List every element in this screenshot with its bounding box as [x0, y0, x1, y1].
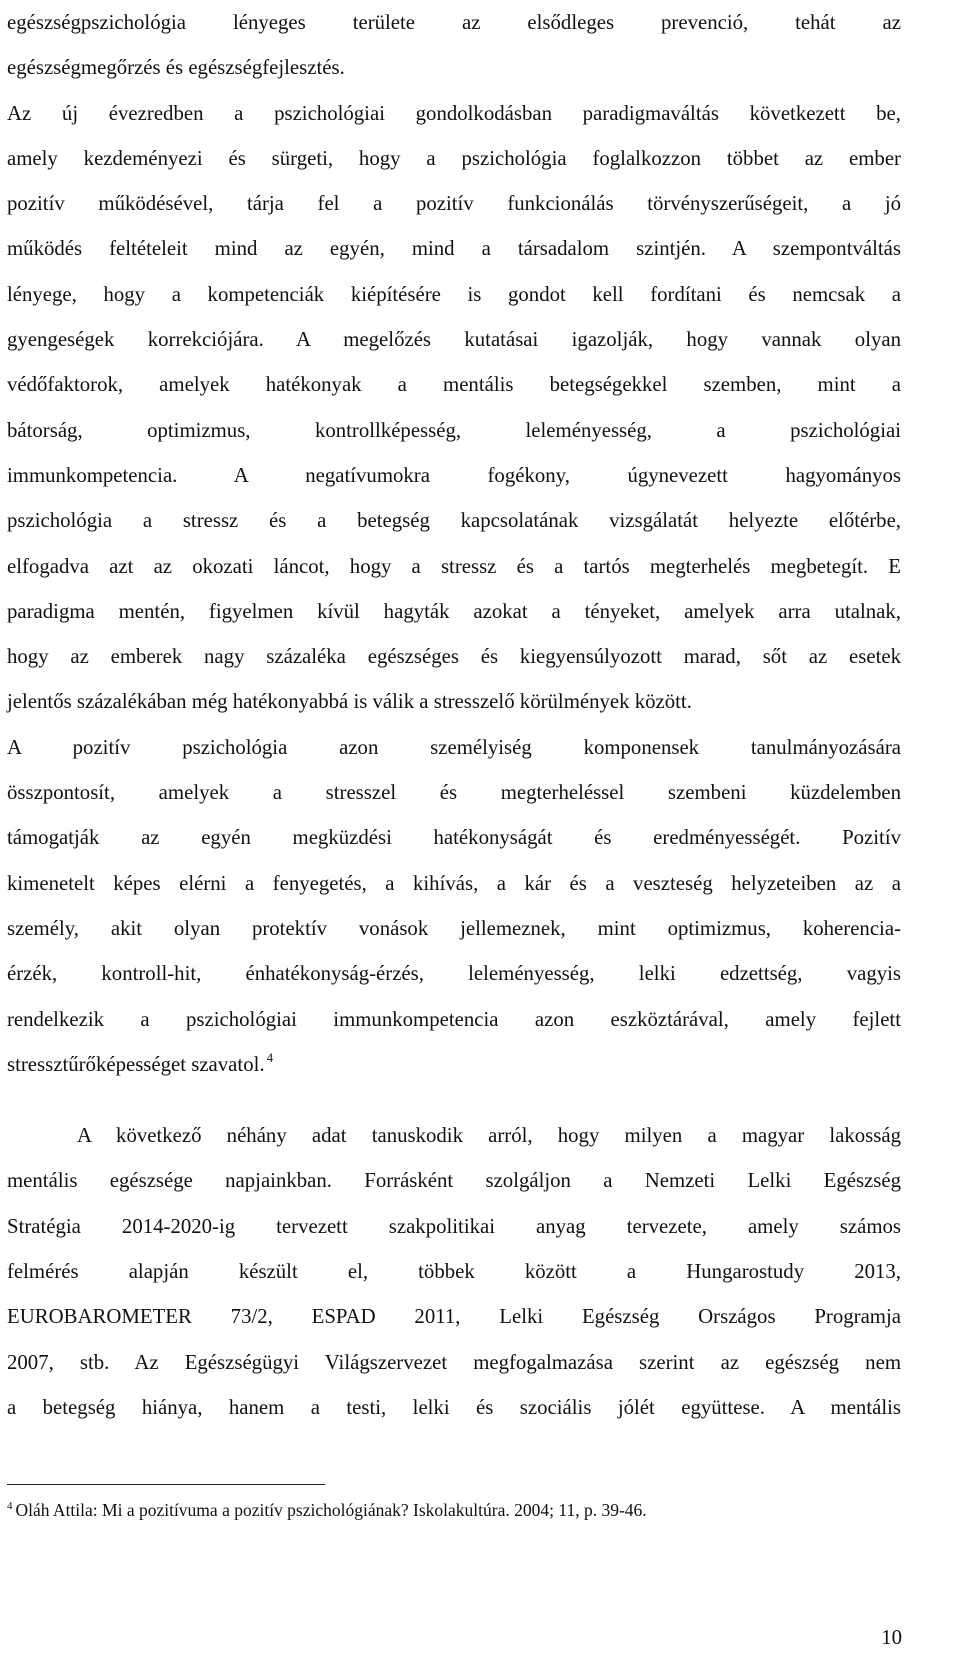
text-line: pszichológia a stressz és a betegség kapcsolatának vizsgálatát helyezte előtérbe, — [7, 509, 901, 533]
text-line: Az új évezredben a pszichológiai gondolkodásban paradigmaváltás következett be, — [7, 101, 901, 125]
footnote-number: 4 — [7, 1500, 13, 1512]
text-line: összpontosít, amelyek a stresszel és megterheléssel szembeni küzdelemben — [7, 781, 901, 805]
footnote — [7, 1498, 907, 1522]
text-line: amely kezdeményezi és sürgeti, hogy a pszichológia foglalkozzon többet az ember — [7, 146, 901, 170]
paragraph-4 — [7, 1113, 901, 1430]
text-line: A pozitív pszichológia azon személyiség komponensek tanulmányozására — [7, 735, 901, 759]
page-number: 10 — [881, 1626, 902, 1649]
paragraph-3 — [7, 725, 901, 1087]
text-line: lényege, hogy a kompetenciák kiépítésére is gondot kell fordítani és nemcsak a — [7, 282, 901, 306]
text-line: működés feltételeit mind az egyén, mind a társadalom szintjén. A szempontváltás — [7, 237, 901, 261]
paragraph-1 — [7, 0, 901, 91]
text-line: mentális egészsége napjainkban. Forrásként szolgáljon a Nemzeti Lelki Egészség — [7, 1169, 901, 1193]
text-line-content: stressztűrőképességet szavatol. — [7, 1052, 265, 1076]
footnote-reference[interactable]: 4 — [266, 1049, 274, 1065]
text-line: egészségpszichológia lényeges területe az elsődleges prevenció, tehát az — [7, 11, 901, 34]
text-line: a betegség hiánya, hanem a testi, lelki és szociális jólét együttese. A mentális — [7, 1395, 901, 1419]
footnote-text: Oláh Attila: Mi a pozitívuma a pozitív pszichológiának? Iskolakultúra. 2004; 11, p. 39-46. — [15, 1500, 647, 1520]
text-line: Stratégia 2014-2020-ig tervezett szakpolitikai anyag tervezete, amely számos — [7, 1214, 901, 1238]
paragraph-2 — [7, 91, 901, 725]
text-line: elfogadva azt az okozati láncot, hogy a stressz és a tartós megterhelés megbetegít. E — [7, 554, 901, 578]
text-line: védőfaktorok, amelyek hatékonyak a mentális betegségekkel szemben, mint a — [7, 373, 901, 397]
text-line: hogy az emberek nagy százaléka egészséges és kiegyensúlyozott marad, sőt az esetek — [7, 645, 901, 669]
text-line: A következő néhány adat tanuskodik arról, hogy milyen a magyar lakosság — [77, 1124, 901, 1148]
text-line: EUROBAROMETER 73/2, ESPAD 2011, Lelki Egészség Országos Programja — [7, 1305, 901, 1329]
footnote-divider — [7, 1484, 325, 1485]
text-line: felmérés alapján készült el, többek között a Hungarostudy 2013, — [7, 1260, 901, 1284]
text-line: érzék, kontroll-hit, énhatékonyság-érzés, leleményesség, lelki edzettség, vagyis — [7, 962, 901, 986]
text-line: jelentős százalékában még hatékonyabbá is válik a stresszelő körülmények között. — [7, 690, 692, 714]
text-line: 2007, stb. Az Egészségügyi Világszervezet megfogalmazása szerint az egészség nem — [7, 1350, 901, 1374]
text-line: paradigma mentén, figyelmen kívül hagyták azokat a tényeket, amelyek arra utalnak, — [7, 599, 901, 623]
text-line — [7, 1042, 901, 1087]
text-line: bátorság, optimizmus, kontrollképesség, leleményesség, a pszichológiai — [7, 418, 901, 442]
document-page — [7, 0, 901, 1430]
text-line: személy, akit olyan protektív vonások jellemeznek, mint optimizmus, koherencia- — [7, 916, 901, 940]
text-line: rendelkezik a pszichológiai immunkompetencia azon eszköztárával, amely fejlett — [7, 1007, 901, 1031]
paragraph-spacer — [7, 1087, 901, 1113]
text-line: gyengeségek korrekciójára. A megelőzés kutatásai igazolják, hogy vannak olyan — [7, 328, 901, 352]
text-line: kimenetelt képes elérni a fenyegetés, a kihívás, a kár és a veszteség helyzeteiben az a — [7, 871, 901, 895]
text-line: pozitív működésével, tárja fel a pozitív funkcionálás törvényszerűségeit, a jó — [7, 192, 901, 216]
text-line: immunkompetencia. A negatívumokra fogékony, úgynevezett hagyományos — [7, 463, 901, 487]
text-line: egészségmegőrzés és egészségfejlesztés. — [7, 56, 345, 80]
text-line: támogatják az egyén megküzdési hatékonyságát és eredményességét. Pozitív — [7, 826, 901, 850]
